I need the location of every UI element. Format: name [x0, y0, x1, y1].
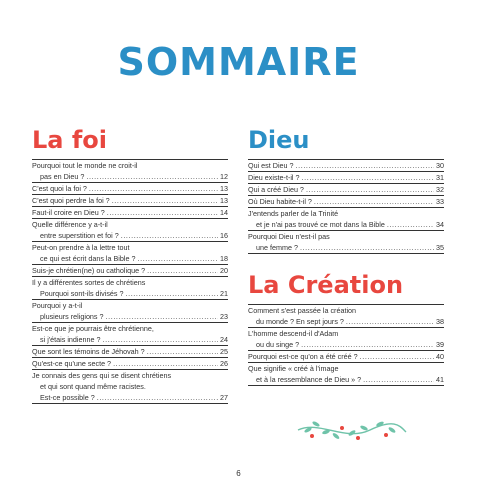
toc-entry-text: Il y a différentes sortes de chrétiens — [32, 278, 146, 287]
dot-leader — [314, 196, 434, 207]
dot-leader — [302, 172, 434, 183]
dot-leader — [147, 346, 218, 357]
dot-leader — [89, 183, 218, 194]
toc-entry-page: 32 — [436, 185, 444, 194]
section-heading-dieu: Dieu — [248, 126, 310, 154]
dot-leader — [306, 184, 434, 195]
toc-entry-text: ce qui est écrit dans la Bible ? — [40, 254, 136, 263]
toc-entry-text: Qui est Dieu ? — [248, 161, 294, 170]
dot-leader — [126, 288, 219, 299]
page-title: SOMMAIRE — [117, 40, 360, 84]
toc-entry-text: Peut-on prendre à la lettre tout — [32, 243, 130, 252]
toc-entry-text: et à la ressemblance de Dieu » ? — [256, 375, 362, 384]
toc-entry-page: 13 — [220, 184, 228, 193]
toc-entry-page: 39 — [436, 340, 444, 349]
toc-entry[interactable] — [32, 370, 228, 404]
toc-entry-page: 24 — [220, 335, 228, 344]
toc-entry-page: 23 — [220, 312, 228, 321]
toc-entry-text: Pourquoi y a-t-il — [32, 301, 83, 310]
page-number: 6 — [236, 469, 241, 478]
toc-entry[interactable] — [32, 207, 228, 219]
toc-entry[interactable] — [32, 277, 228, 300]
floral-ornament-icon — [290, 408, 410, 458]
toc-entry-text: Comment s'est passée la création — [248, 306, 357, 315]
dot-leader — [387, 219, 434, 230]
toc-entry-text: Est-ce possible ? — [40, 393, 95, 402]
dot-leader — [103, 334, 218, 345]
dot-leader — [86, 171, 218, 182]
dot-leader — [106, 311, 218, 322]
toc-entry-text: Pourquoi est-ce qu'on a été créé ? — [248, 352, 358, 361]
toc-entry[interactable] — [248, 328, 444, 351]
toc-entry-text: Est-ce que je pourrais être chrétienne, — [32, 324, 154, 333]
toc-entry-text: du monde ? En sept jours ? — [256, 317, 344, 326]
section-la-foi — [32, 125, 228, 404]
dot-leader — [363, 374, 434, 385]
toc-entry-page: 34 — [436, 220, 444, 229]
toc-entry-page: 30 — [436, 161, 444, 170]
toc-entry[interactable] — [248, 172, 444, 184]
toc-list — [248, 305, 444, 386]
toc-entry-text: C'est quoi perdre la foi ? — [32, 196, 110, 205]
toc-entry-text: Pourquoi Dieu n'est-il pas — [248, 232, 330, 241]
toc-entry[interactable] — [32, 160, 228, 183]
toc-entry-page: 18 — [220, 254, 228, 263]
toc-entry-text: si j'étais indienne ? — [40, 335, 101, 344]
toc-entry-page: 38 — [436, 317, 444, 326]
dot-leader — [296, 160, 434, 171]
toc-entry-text: Faut-il croire en Dieu ? — [32, 208, 105, 217]
toc-entry-text: et qui sont quand même racistes. — [40, 382, 146, 391]
toc-entry-page: 14 — [220, 208, 228, 217]
toc-entry[interactable] — [32, 242, 228, 265]
toc-entry-page: 21 — [220, 289, 228, 298]
toc-entry-text: Pourquoi sont-ils divisés ? — [40, 289, 124, 298]
toc-entry[interactable] — [32, 219, 228, 242]
toc-entry-text: ou du singe ? — [256, 340, 300, 349]
toc-entry[interactable] — [248, 196, 444, 208]
dot-leader — [112, 195, 218, 206]
toc-entry-text: Qu'est-ce qu'une secte ? — [32, 359, 112, 368]
toc-entry-text: Suis-je chrétien(ne) ou catholique ? — [32, 266, 146, 275]
toc-entry-page: 33 — [436, 197, 444, 206]
dot-leader — [147, 265, 218, 276]
toc-entry-page: 12 — [220, 172, 228, 181]
toc-entry-page: 27 — [220, 393, 228, 402]
toc-entry-text: C'est quoi la foi ? — [32, 184, 87, 193]
toc-entry-text: une femme ? — [256, 243, 298, 252]
toc-entry[interactable] — [32, 346, 228, 358]
toc-entry-page: 35 — [436, 243, 444, 252]
toc-entry[interactable] — [248, 363, 444, 386]
toc-entry[interactable] — [32, 300, 228, 323]
toc-entry-text: et je n'ai pas trouvé ce mot dans la Bible — [256, 220, 385, 229]
toc-entry[interactable] — [248, 184, 444, 196]
dot-leader — [113, 358, 218, 369]
toc-entry-text: entre superstition et foi ? — [40, 231, 119, 240]
dot-leader — [360, 351, 434, 362]
toc-entry-text: Où Dieu habite-t-il ? — [248, 197, 312, 206]
toc-entry-page: 13 — [220, 196, 228, 205]
toc-entry-text: Je connais des gens qui se disent chrétiens — [32, 371, 172, 380]
dot-leader — [346, 316, 434, 327]
toc-list — [248, 160, 444, 254]
toc-entry[interactable] — [248, 160, 444, 172]
toc-entry-text: Quelle différence y a-t-il — [32, 220, 108, 229]
dot-leader — [121, 230, 218, 241]
toc-entry[interactable] — [32, 195, 228, 207]
dot-leader — [301, 339, 434, 350]
toc-entry-text: J'entends parler de la Trinité — [248, 209, 339, 218]
section-dieu — [248, 125, 444, 386]
toc-entry[interactable] — [248, 305, 444, 328]
section-heading-la-foi: La foi — [32, 126, 107, 154]
toc-entry-text: plusieurs religions ? — [40, 312, 104, 321]
toc-entry-page: 26 — [220, 359, 228, 368]
toc-entry-text: Dieu existe-t-il ? — [248, 173, 300, 182]
dot-leader — [107, 207, 218, 218]
toc-entry-text: Que sont les témoins de Jéhovah ? — [32, 347, 145, 356]
toc-entry[interactable] — [248, 231, 444, 254]
toc-entry-text: L'homme descend-il d'Adam — [248, 329, 339, 338]
dot-leader — [97, 392, 218, 403]
toc-entry[interactable] — [32, 358, 228, 370]
toc-entry-page: 20 — [220, 266, 228, 275]
section-heading-la-creation: La Création — [248, 271, 404, 299]
toc-entry[interactable] — [248, 351, 444, 363]
toc-list — [32, 160, 228, 404]
dot-leader — [300, 242, 434, 253]
toc-entry[interactable] — [32, 183, 228, 195]
toc-entry-page: 25 — [220, 347, 228, 356]
toc-entry[interactable] — [248, 208, 444, 231]
toc-entry-page: 40 — [436, 352, 444, 361]
toc-entry-text: Qui a créé Dieu ? — [248, 185, 304, 194]
toc-entry[interactable] — [32, 323, 228, 346]
toc-entry[interactable] — [32, 265, 228, 277]
toc-entry-page: 41 — [436, 375, 444, 384]
toc-entry-text: Pourquoi tout le monde ne croit-il — [32, 161, 138, 170]
toc-entry-text: pas en Dieu ? — [40, 172, 85, 181]
toc-entry-page: 16 — [220, 231, 228, 240]
dot-leader — [138, 253, 219, 264]
toc-entry-page: 31 — [436, 173, 444, 182]
toc-entry-text: Que signifie « créé à l'image — [248, 364, 339, 373]
